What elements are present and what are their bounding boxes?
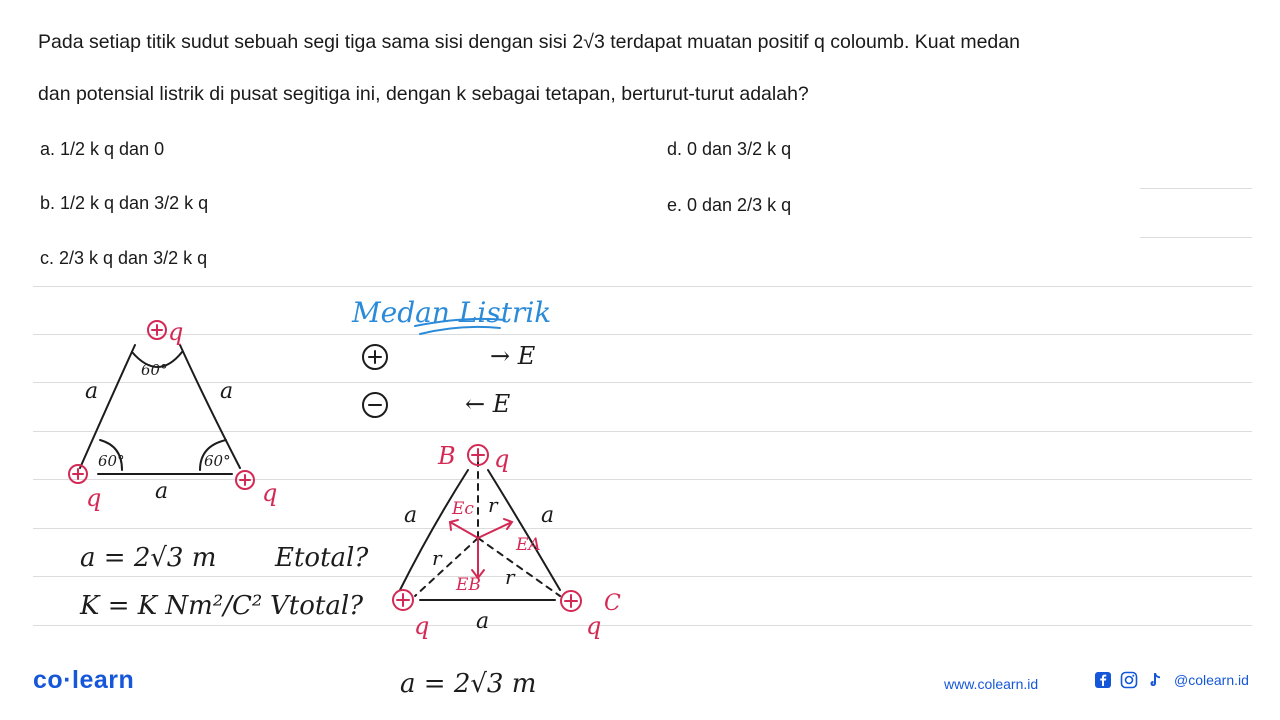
- bottom-side-length: a = 2√3 m: [400, 669, 537, 699]
- radius-label: r: [488, 493, 498, 517]
- side-label: a: [220, 379, 234, 404]
- field-rule-positive: → E: [490, 342, 536, 370]
- instagram-icon[interactable]: [1120, 671, 1138, 689]
- side-label: a: [155, 479, 169, 504]
- colearn-logo[interactable]: [33, 666, 134, 695]
- facebook-icon[interactable]: [1094, 671, 1112, 689]
- vertex-c-label: C: [604, 591, 621, 616]
- tiktok-icon[interactable]: [1146, 671, 1164, 689]
- logo-part-left: co: [33, 666, 64, 694]
- option-d[interactable]: d. 0 dan 3/2 k q: [667, 139, 792, 159]
- side-label: a: [541, 503, 555, 528]
- angle-label: 60°: [98, 452, 125, 470]
- angle-label: 60°: [141, 361, 168, 379]
- triangle-diagram-1: [69, 318, 277, 512]
- option-c[interactable]: c. 2/3 k q dan 3/2 k q: [40, 248, 208, 268]
- website-link[interactable]: www.colearn.id: [944, 676, 1039, 692]
- given-constant-k: K = K Nm²/C²: [80, 591, 263, 621]
- option-e[interactable]: e. 0 dan 2/3 k q: [667, 195, 792, 215]
- side-label: a: [85, 379, 99, 404]
- field-eb-label: EB: [456, 575, 481, 595]
- charge-label: q: [586, 612, 602, 640]
- option-b[interactable]: b. 1/2 k q dan 3/2 k q: [40, 193, 209, 213]
- question-line-2: dan potensial listrik di pusat segitiga ini, dengan k sebagai tetapan, berturut-turut adalah?: [38, 83, 809, 105]
- ask-v-total: Vtotal?: [270, 591, 364, 621]
- logo-dot: ·: [63, 666, 73, 694]
- side-label: a: [476, 609, 490, 634]
- field-ea-label: EA: [516, 535, 541, 555]
- question-line-1: Pada setiap titik sudut sebuah segi tiga sama sisi dengan sisi 2√3 terdapat muatan positif q coloumb. Kuat medan: [38, 31, 1020, 53]
- given-side-length: a = 2√3 m: [80, 543, 217, 573]
- logo-part-right: learn: [72, 666, 135, 694]
- handwritten-title: Medan Listrik: [352, 296, 552, 329]
- charge-label: q: [86, 484, 102, 512]
- ask-e-total: Etotal?: [275, 543, 369, 573]
- charge-label: q: [414, 612, 430, 640]
- field-ec-label: Ec: [452, 499, 474, 519]
- angle-label: 60°: [204, 452, 231, 470]
- social-handle[interactable]: @colearn.id: [1174, 672, 1249, 688]
- triangle-diagram-2: [393, 442, 621, 640]
- charge-label: q: [494, 445, 510, 473]
- charge-label: q: [168, 318, 184, 346]
- radius-label: r: [432, 546, 442, 570]
- vertex-b-label: B: [438, 442, 456, 470]
- radius-label: r: [505, 565, 515, 589]
- charge-label: q: [262, 479, 278, 507]
- option-a[interactable]: a. 1/2 k q dan 0: [40, 139, 165, 159]
- social-links: [1094, 671, 1249, 689]
- field-rule-negative: ← E: [465, 390, 511, 418]
- side-label: a: [404, 503, 418, 528]
